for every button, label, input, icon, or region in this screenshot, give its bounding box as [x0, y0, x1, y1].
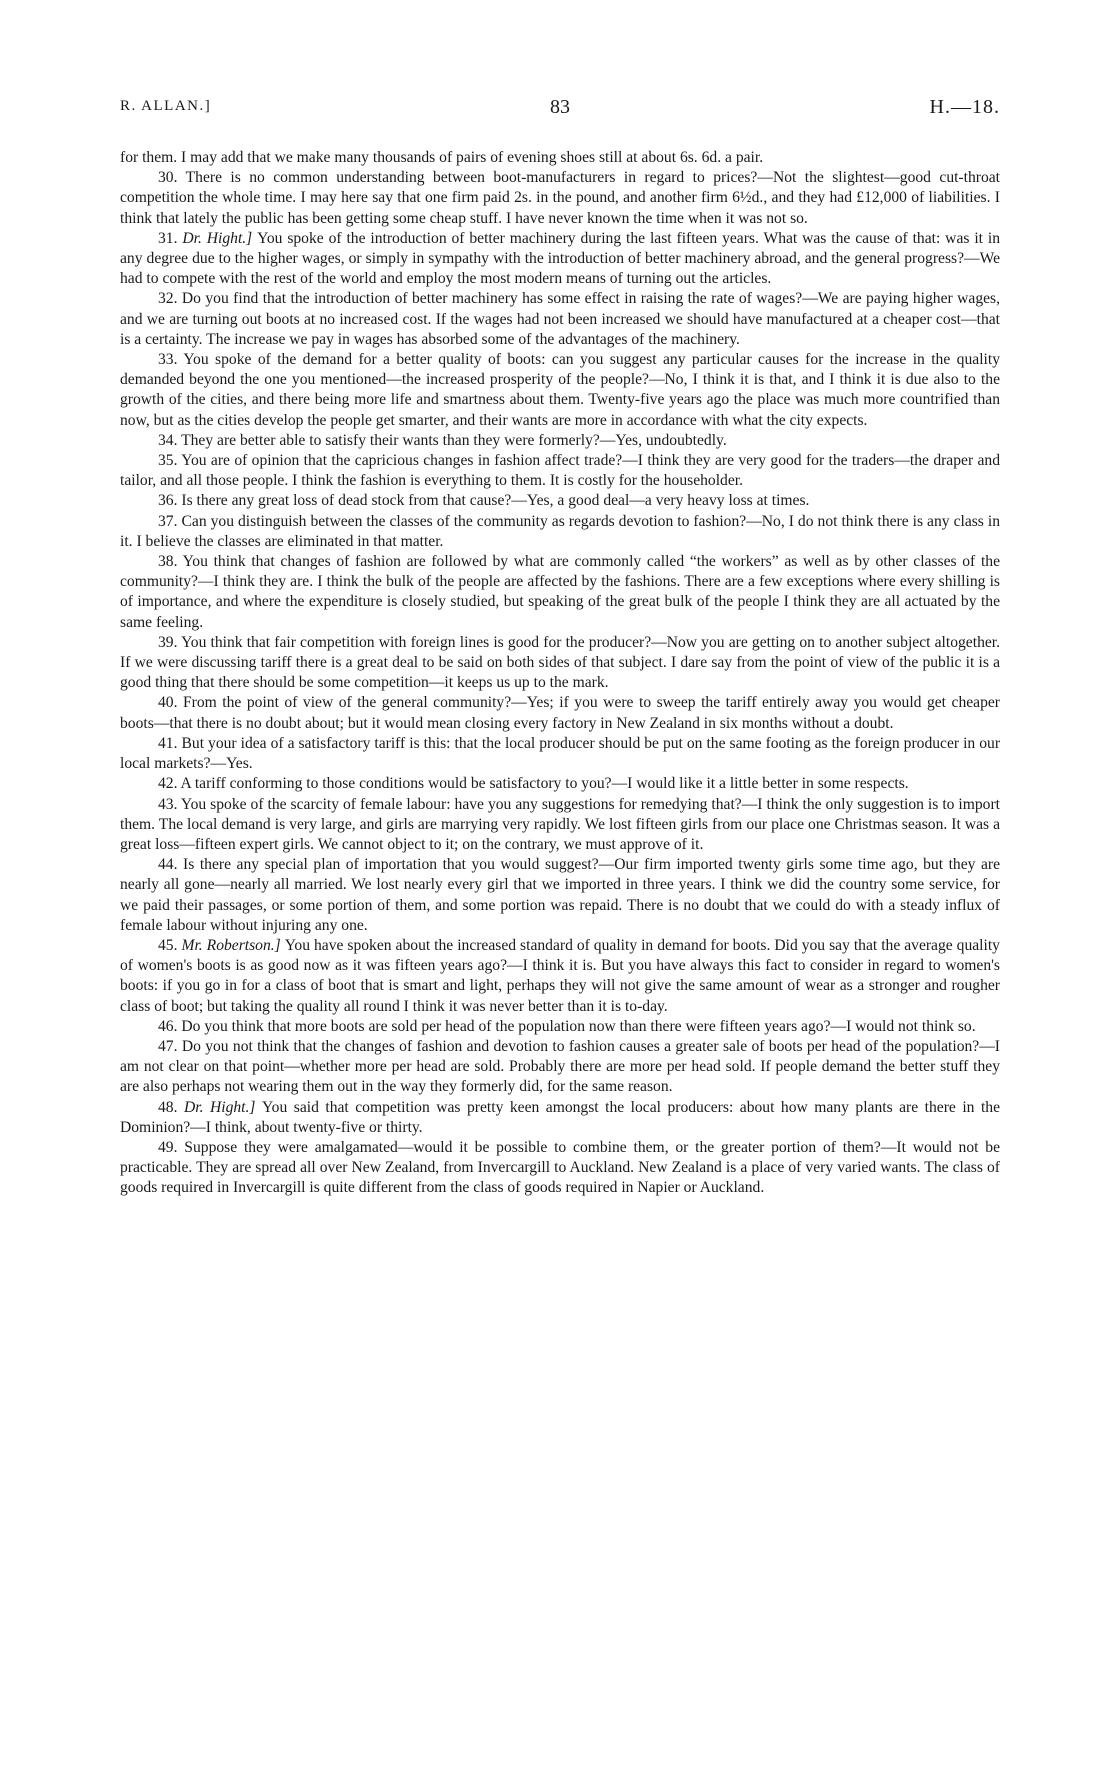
- paragraph: [120, 1098, 1000, 1138]
- paragraph: [120, 350, 1000, 431]
- paragraph-number: 41.: [158, 734, 182, 752]
- paragraph: [120, 148, 1000, 168]
- paragraph-number: 35.: [158, 452, 182, 470]
- paragraph-number: 44.: [158, 856, 184, 874]
- paragraph: [120, 855, 1000, 936]
- paragraph-number: 45.: [158, 936, 182, 954]
- paragraph: [120, 168, 1000, 229]
- paragraph-text: You have spoken about the increased standard of quality in demand for boots. Did you say that the average quality of women's boots is as good now as it was fifteen years ago?—I think it is. But you have always this fact to consider in regard to women's boots: if you go in for a class of boot that is smart and light, perhaps they will not give the same amount of wear as a stronger and rougher class of boot; but taking the quality all round I think it was never better than it is to-day.: [120, 936, 1000, 1015]
- paragraph-text: You spoke of the demand for a better quality of boots: can you suggest any particular causes for the increase in the quality demanded beyond the one you mentioned—the increased prosperity of the people?—No, I think it is that, and I think it is due also to the growth of the cities, and there being more life and smartness about them. Twenty-five years ago the place was much more countrified than now, but as the cities develop the people get smarter, and their wants are more in accordance with what the city expects.: [120, 351, 1000, 429]
- paragraph: [120, 936, 1000, 1017]
- header-witness-name: R. ALLAN.]: [120, 98, 212, 114]
- paragraph-text: You think that fair competition with foreign lines is good for the producer?—Now you are getting on to another subject altogether. If we were discussing tariff there is a great deal to be said on both sides of that subject. I dare say from the point of view of the public it is a good thing that there should be some competition—it keeps us up to the mark.: [120, 633, 1001, 692]
- paragraph-text: Do you not think that the changes of fashion and devotion to fashion causes a greater sale of boots per head of the population?—I am not clear on that point—whether more per head are sold. Probably there are more per head sold. If people demand the better stuff they are also perhaps not wearing them out in the way they formerly did, for the same reason.: [120, 1037, 1000, 1096]
- paragraph-number: 42.: [158, 775, 181, 793]
- speaker: Dr. Hight.]: [184, 1098, 262, 1116]
- paragraph-text: A tariff conforming to those conditions would be satisfactory to you?—I would like it a little better in some respects.: [180, 775, 909, 793]
- paragraph-text: You spoke of the introduction of better machinery during the last fifteen years. What was the cause of that: was it in any degree due to the higher wages, or simply in sympathy with the introduction of better machinery abroad, and the general progress?—We had to compete with the rest of the world and employ the most modern means of turning out the articles.: [120, 229, 1000, 288]
- speaker: Dr. Hight.]: [182, 229, 258, 247]
- paragraph: [120, 734, 1000, 774]
- paragraph-number: 37.: [158, 512, 182, 530]
- paragraph: [120, 774, 1000, 794]
- paragraph-text: Do you think that more boots are sold per head of the population now than there were fifteen years ago?—I would not think so.: [181, 1017, 976, 1035]
- paragraph: [120, 451, 1000, 491]
- paragraph-number: 48.: [158, 1098, 184, 1116]
- paragraph-number: 32.: [158, 290, 182, 308]
- paragraph: [120, 289, 1000, 350]
- paragraph-number: 39.: [158, 633, 182, 651]
- paragraph-text: Is there any special plan of importation that you would suggest?—Our firm imported twenty girls some time ago, but they are nearly all gone—nearly all married. We lost nearly every girl that we imported in three years. I think we did the country some service, for we paid their passages, or some portion of them, and some portion was repaid. There is no doubt that we could do with a steady influx of female labour without injuring any one.: [120, 856, 1000, 934]
- paragraph: [120, 552, 1000, 633]
- paragraph-number: 36.: [158, 492, 182, 510]
- paragraph-text: Do you find that the introduction of better machinery has some effect in raising the rate of wages?—We are paying higher wages, and we are turning out boots at no increased cost. If the wages had not been increased we should have manufactured at a cheaper cost—that is a certainty. The increase we pay in wages has absorbed some of the advantages of the machinery.: [120, 290, 1001, 348]
- paragraph-number: 34.: [158, 431, 182, 449]
- paragraph-text: for them. I may add that we make many thousands of pairs of evening shoes still at about 6s. 6d. a pair.: [120, 149, 764, 166]
- paragraph-text: You said that competition was pretty keen amongst the local producers: about how many plants are there in the Dominion?—I think, about twenty-five or thirty.: [120, 1098, 1001, 1136]
- paragraph-text: You spoke of the scarcity of female labour: have you any suggestions for remedying that?—I think the only suggestion is to import them. The local demand is very large, and girls are marrying very rapidly. We lost fifteen girls from our place one Christmas season. It was a great loss—fifteen expert girls. We cannot object to it; on the contrary, we must approve of it.: [120, 795, 1001, 853]
- paragraph-number: 49.: [158, 1138, 185, 1156]
- paragraph-number: 33.: [158, 351, 184, 369]
- paragraph: [120, 1017, 1000, 1037]
- paragraph-number: 46.: [158, 1017, 182, 1035]
- testimony-body: [120, 148, 1000, 1199]
- paragraph: [120, 431, 1000, 451]
- paragraph: [120, 1138, 1000, 1199]
- paragraph-number: 30.: [158, 169, 186, 187]
- paragraph: [120, 795, 1000, 856]
- paragraph-text: Is there any great loss of dead stock from that cause?—Yes, a good deal—a very heavy loss at times.: [181, 492, 810, 510]
- paragraph: [120, 229, 1000, 290]
- page-number: 83: [550, 96, 570, 118]
- paragraph: [120, 633, 1000, 694]
- document-reference: H.—18.: [929, 96, 1000, 118]
- paragraph-number: 38.: [158, 553, 183, 571]
- paragraph: [120, 693, 1000, 733]
- paragraph-text: But your idea of a satisfactory tariff is this: that the local producer should be put on the same footing as the foreign producer in our local markets?—Yes.: [120, 734, 1001, 773]
- paragraph-number: 31.: [158, 229, 183, 247]
- paragraph: [120, 1037, 1000, 1098]
- paragraph: [120, 491, 1000, 511]
- paragraph-text: There is no common understanding between boot-manufacturers in regard to prices?—Not the slightest—good cut-throat competition the whole time. I may here say that one firm paid 2s. in the pound, and another firm 6½d., and they had £12,000 of liabilities. I think that lately the public has been getting some cheap stuff. I have never known the time when it was not so.: [120, 169, 1001, 227]
- paragraph-number: 43.: [158, 795, 181, 813]
- page-header: [120, 98, 1000, 128]
- paragraph-text: Suppose they were amalgamated—would it be possible to combine them, or the greater portion of them?—It would not be practicable. They are spread all over New Zealand, from Invercargill to Auckland. New Zealand is a place of very varied wants. The class of goods required in Invercargill is quite different from the class of goods required in Napier or Auckland.: [120, 1138, 1000, 1197]
- paragraph: [120, 512, 1000, 552]
- paragraph-text: You think that changes of fashion are followed by what are commonly called “the workers” as well as by other classes of the community?—I think they are. I think the bulk of the people are affected by the fashions. There are a few exceptions where every shilling is of importance, and where the expenditure is closely studied, but speaking of the great bulk of the people I think they are all actuated by the same feeling.: [120, 553, 1001, 631]
- paragraph-text: You are of opinion that the capricious changes in fashion affect trade?—I think they are very good for the traders—the draper and tailor, and all those people. I think the fashion is everything to them. It is costly for the householder.: [120, 452, 1001, 490]
- paragraph-text: They are better able to satisfy their wants than they were formerly?—Yes, undoubtedly.: [181, 431, 727, 449]
- paragraph-text: Can you distinguish between the classes of the community as regards devotion to fashion?—No, I do not think there is any class in it. I believe the classes are eliminated in that matter.: [120, 512, 1001, 550]
- paragraph-text: From the point of view of the general community?—Yes; if you were to sweep the tariff entirely away you would get cheaper boots—that there is no doubt about; but it would mean closing every factory in New Zealand in six months without a doubt.: [120, 694, 1000, 732]
- speaker: Mr. Robertson.]: [181, 936, 285, 954]
- paragraph-number: 47.: [158, 1037, 182, 1055]
- paragraph-number: 40.: [158, 694, 183, 712]
